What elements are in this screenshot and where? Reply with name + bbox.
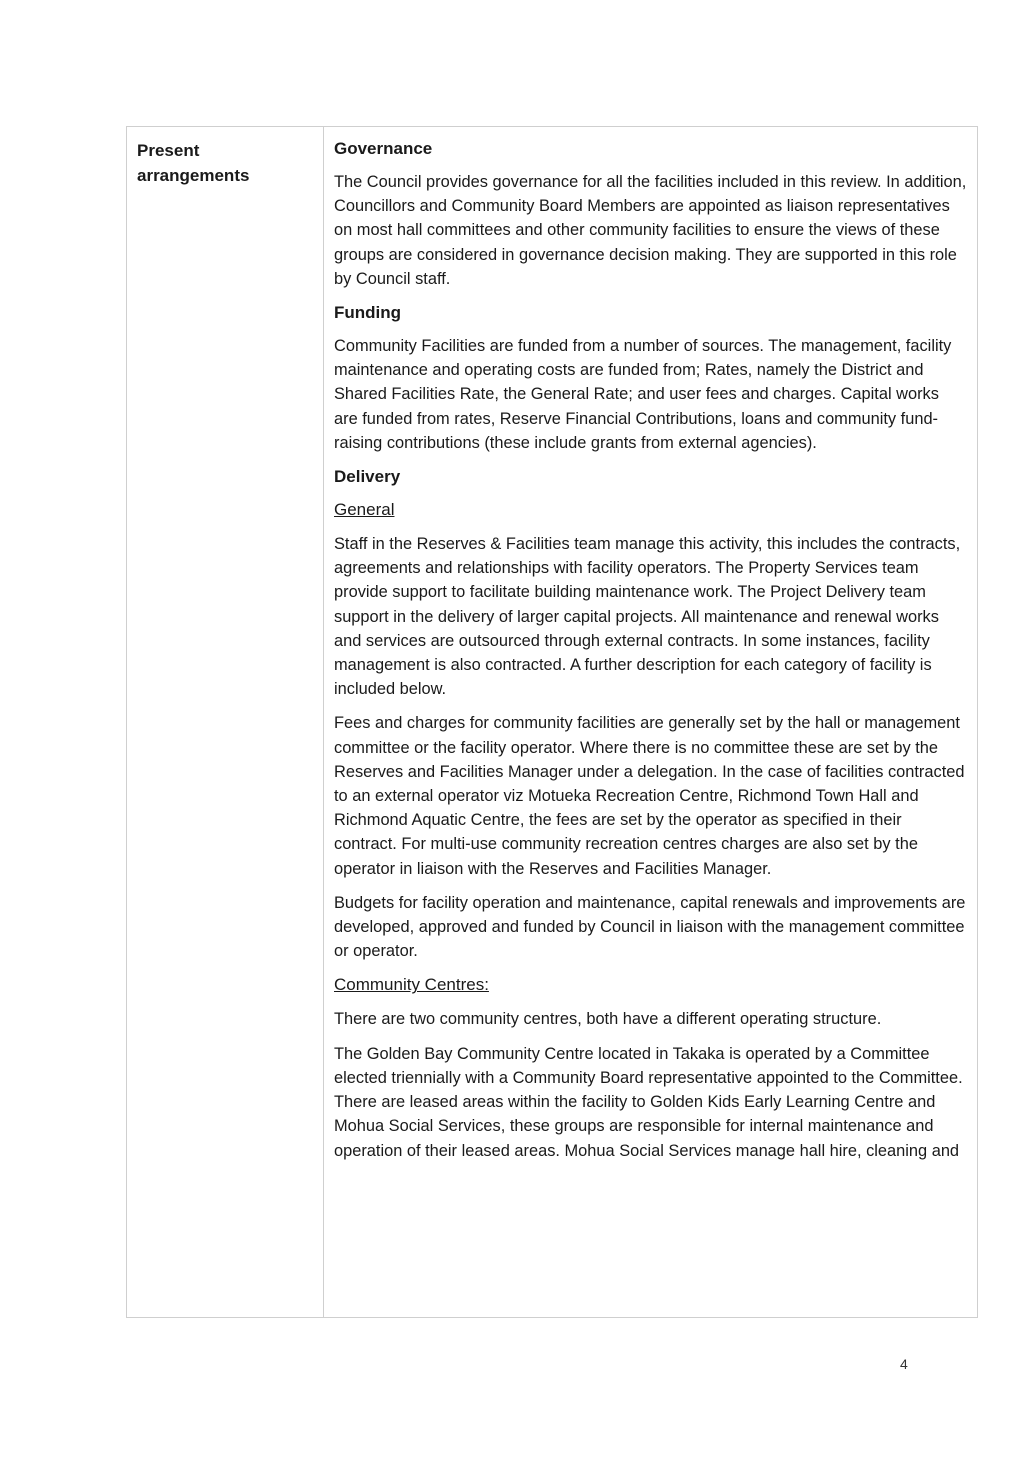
- heading-governance: Governance: [334, 139, 433, 158]
- content-column: [324, 127, 977, 1317]
- label-column: [127, 127, 324, 1317]
- paragraph-budgets: Budgets for facility operation and maintenance, capital renewals and improvements are developed, approved and funded by Council in liaison with the management committee or operator.: [334, 893, 966, 961]
- subheading-community-centres: Community Centres:: [334, 975, 489, 995]
- paragraph-governance: The Council provides governance for all the facilities included in this review. In addition, Councillors and Community Board Members are appointed as liaison representatives on most hall committees and other community facilities to ensure the views of these groups are considered in governance decision making. They are supported in this role by Council staff.: [334, 173, 967, 288]
- paragraph-staff: Staff in the Reserves & Facilities team manage this activity, this includes the contracts, agreements and relationships with facility operators. The Property Services team provide support to facilitate building maintenance work. The Project Delivery team support in the delivery of larger capital projects. All maintenance and renewal works and services are outsourced through external contracts. In some instances, facility management is also contracted. A further description for each category of facility is included below.: [334, 535, 961, 699]
- heading-delivery: Delivery: [334, 467, 401, 487]
- paragraph-fees: Fees and charges for community facilities are generally set by the hall or management committee or the facility operator. Where there is no committee these are set by the Reserves and Facilities Manager under a delegation. In the case of facilities contracted to an external operator viz Motueka Recreation Centre, Richmond Town Hall and Richmond Aquatic Centre, the fees are set by the operator as specified in their contract. For multi-use community recreation centres charges are also set by the operator in liaison with the Reserves and Facilities Manager.: [334, 714, 965, 878]
- paragraph-golden-bay: The Golden Bay Community Centre located in Takaka is operated by a Committee elected triennially with a Community Board representative appointed to the Committee. There are leased areas within the facility to Golden Kids Early Learning Centre and Mohua Social Services, these groups are responsible for internal maintenance and operation of their leased areas. Mohua Social Services manage hall hire, cleaning and: [334, 1044, 963, 1160]
- arrangements-table: [126, 126, 978, 1318]
- heading-funding: Funding: [334, 303, 402, 323]
- paragraph-two-centres: There are two community centres, both have a different operating structure.: [334, 1010, 882, 1029]
- paragraph-funding: Community Facilities are funded from a number of sources. The management, facility maintenance and operating costs are funded from; Rates, namely the District and Shared Facilities Rate, the General Rate; and user fees and charges. Capital works are funded from rates, Reserve Financial Contributions, loans and community fund-raising contributions (these include grants from external agencies).: [334, 337, 952, 452]
- row-label: Present arrangements: [137, 141, 250, 185]
- page-number: 4: [900, 1356, 908, 1372]
- subheading-general: General: [334, 500, 395, 520]
